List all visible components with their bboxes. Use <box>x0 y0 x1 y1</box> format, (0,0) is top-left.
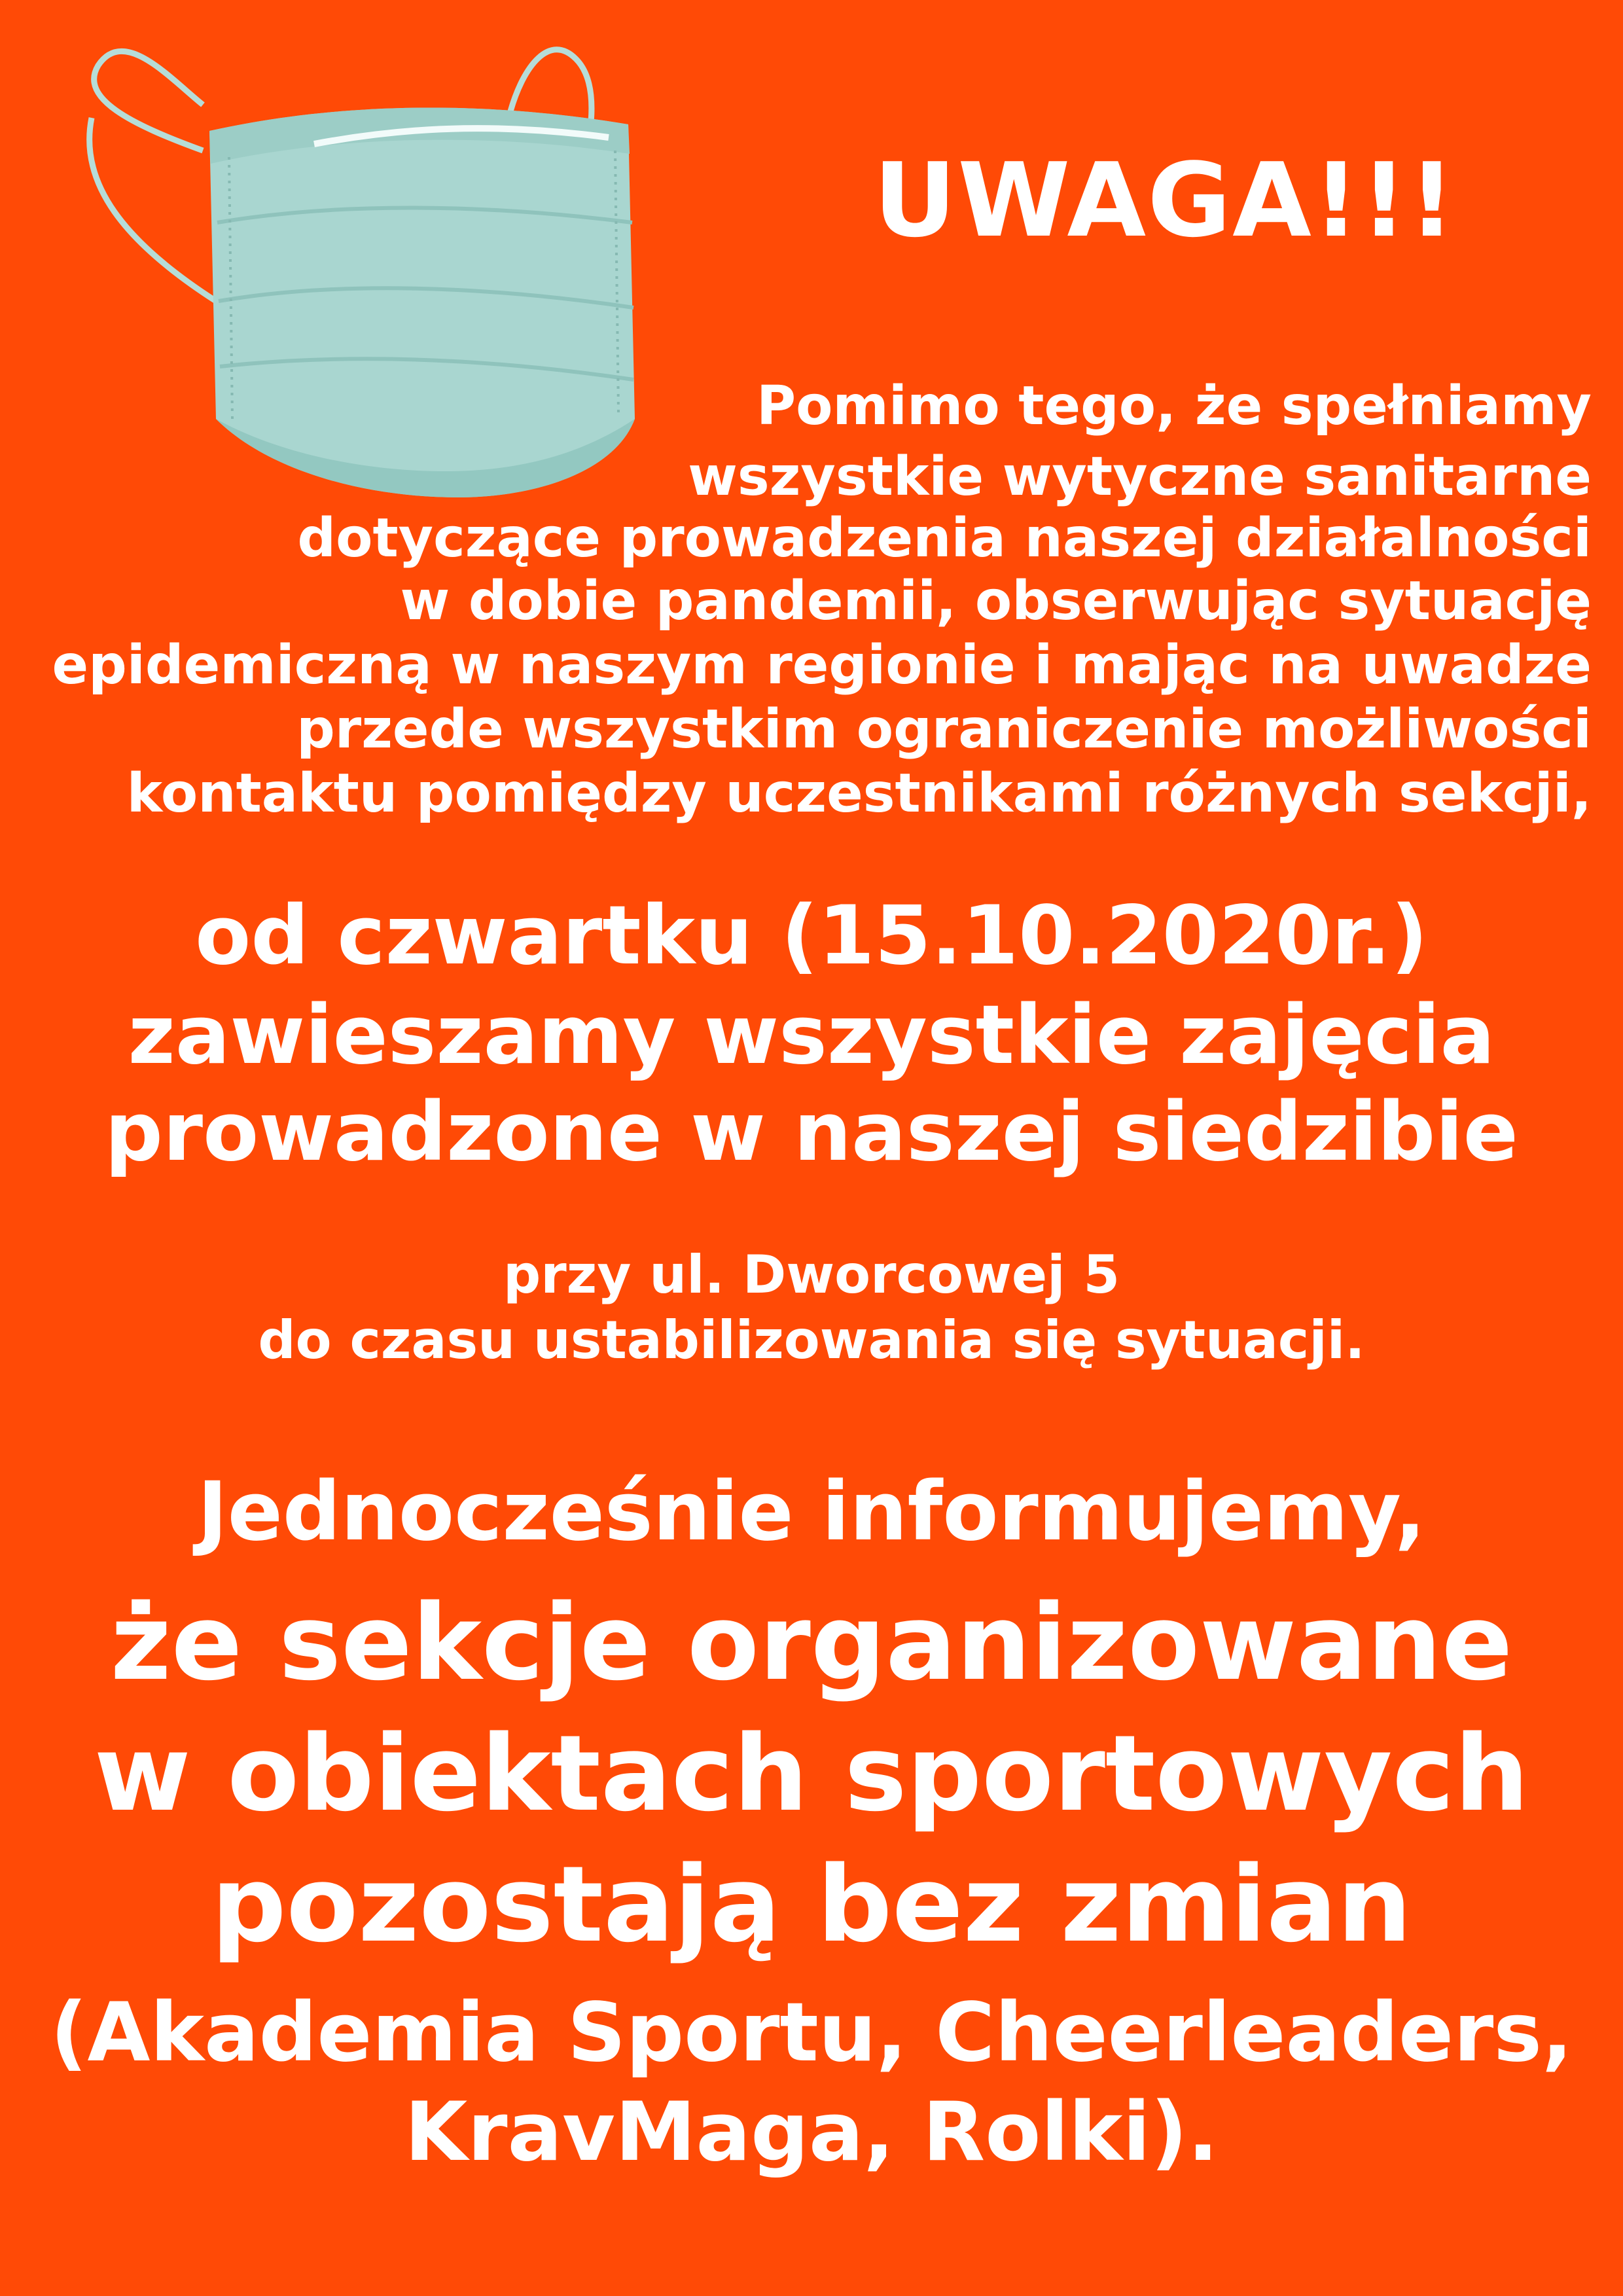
intro-line-5: epidemiczną w naszym regionie i mając na uwadze <box>52 634 1592 696</box>
sections-line-1: (Akademia Sportu, Cheerleaders, <box>50 1986 1573 2080</box>
intro-line-6: przede wszystkim ograniczenie możliwości <box>296 698 1592 761</box>
info-line-2: w obiektach sportowych <box>94 1712 1529 1835</box>
announcement-line-3: prowadzone w naszej siedzibie <box>105 1085 1518 1179</box>
sections-line-2: KravMaga, Rolki). <box>404 2085 1219 2179</box>
info-line-3: pozostają bez zmian <box>211 1843 1412 1965</box>
info-heading: Jednocześnie informujemy, <box>197 1465 1426 1559</box>
page-title: UWAGA!!! <box>873 141 1457 260</box>
announcement-line-1: od czwartku (15.10.2020r.) <box>195 889 1428 983</box>
intro-line-4: w dobie pandemii, obserwując sytuację <box>400 570 1592 632</box>
intro-line-2: wszystkie wytyczne sanitarne <box>688 446 1592 508</box>
announcement-line-2: zawieszamy wszystkie zajęcia <box>128 988 1495 1083</box>
intro-line-7: kontaktu pomiędzy uczestnikami różnych sekcji, <box>126 762 1592 825</box>
location-line-1: przy ul. Dworcowej 5 <box>503 1244 1120 1305</box>
location-line-2: do czasu ustabilizowania się sytuacji. <box>258 1310 1365 1371</box>
face-mask-image <box>52 26 681 524</box>
intro-line-3: dotyczące prowadzenia naszej działalności <box>297 507 1592 569</box>
intro-line-1: Pomimo tego, że spełniamy <box>756 375 1592 437</box>
info-line-1: że sekcje organizowane <box>110 1581 1513 1704</box>
